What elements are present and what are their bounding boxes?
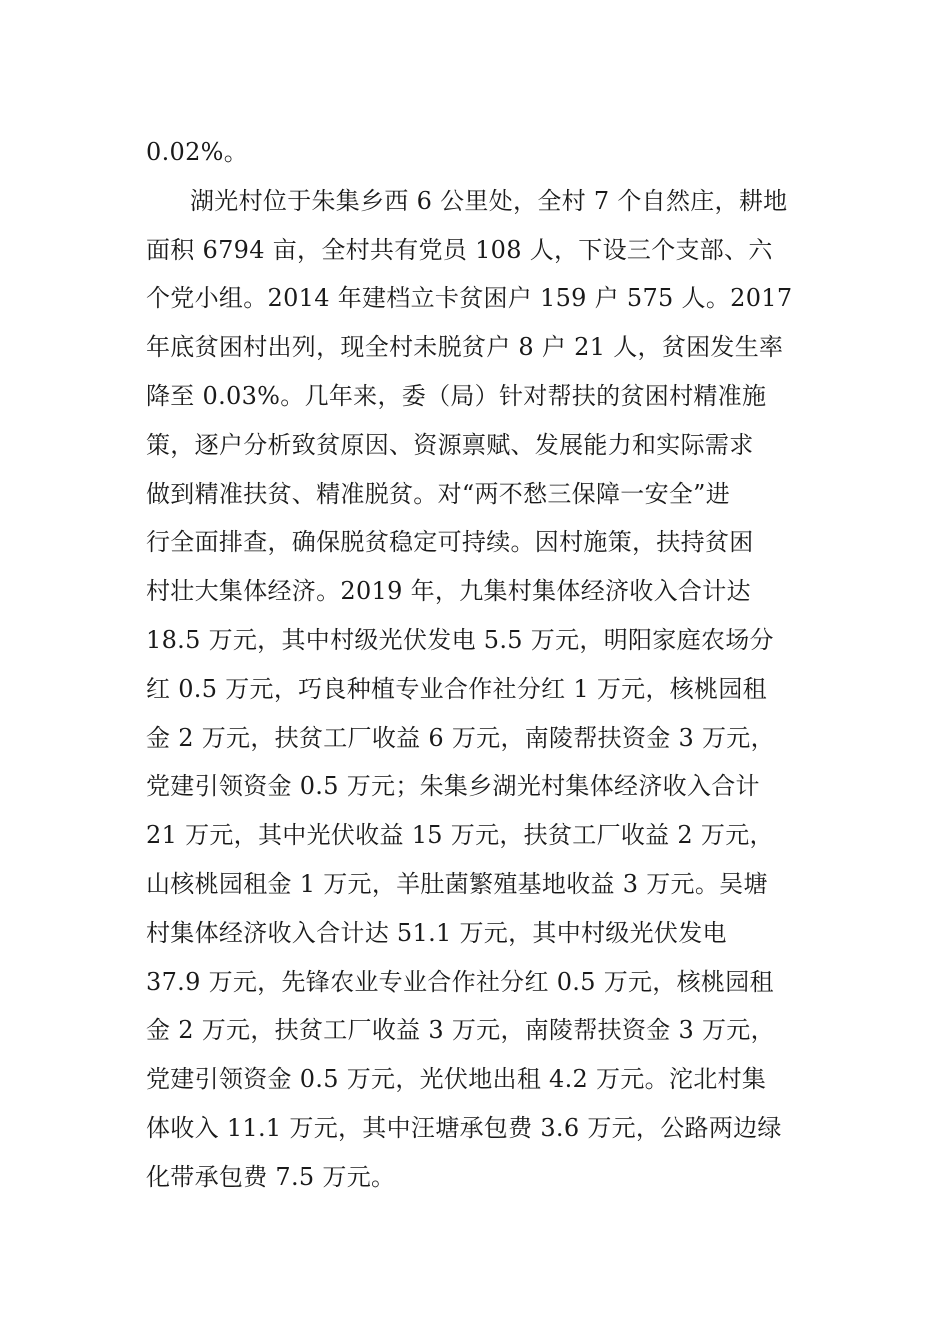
text-line: 行全面排查，确保脱贫稳定可持续。因村施策，扶持贫困: [146, 528, 754, 557]
text-line: 降至 0.03%。几年来，委（局）针对帮扶的贫困村精准施: [146, 381, 767, 410]
text-line: 党建引领资金 0.5 万元，光伏地出租 4.2 万元。沱北村集: [146, 1065, 767, 1094]
text-line: 37.9 万元，先锋农业专业合作社分红 0.5 万元，核桃园租: [146, 967, 774, 996]
text-line: 个党小组。2014 年建档立卡贫困户 159 户 575 人。2017: [146, 284, 793, 313]
text-line: 体收入 11.1 万元，其中汪塘承包费 3.6 万元，公路两边绿: [146, 1113, 782, 1142]
text-line: 21 万元，其中光伏收益 15 万元，扶贫工厂收益 2 万元，: [146, 821, 774, 850]
text-line: 0.02%。: [146, 138, 249, 166]
text-line: 金 2 万元，扶贫工厂收益 3 万元，南陵帮扶资金 3 万元，: [146, 1016, 775, 1045]
text-line: 山核桃园租金 1 万元，羊肚菌繁殖基地收益 3 万元。吴塘: [146, 869, 768, 898]
text-line: 党建引领资金 0.5 万元；朱集乡湖光村集体经济收入合计: [146, 772, 760, 801]
text-line: 做到精准扶贫、精准脱贫。对“两不愁三保障一安全”进: [146, 479, 731, 508]
text-line: 化带承包费 7.5 万元。: [146, 1162, 396, 1191]
text-line: 村壮大集体经济。2019 年，九集村集体经济收入合计达: [146, 577, 751, 606]
text-line: 金 2 万元，扶贫工厂收益 6 万元，南陵帮扶资金 3 万元，: [146, 723, 775, 752]
text-line: 红 0.5 万元，巧良种植专业合作社分红 1 万元，核桃园租: [146, 674, 767, 703]
body-text: [146, 128, 810, 1202]
text-line: 面积 6794 亩，全村共有党员 108 人，下设三个支部、六: [146, 235, 773, 264]
text-line: 年底贫困村出列，现全村未脱贫户 8 户 21 人，贫困发生率: [146, 333, 784, 362]
text-line: 18.5 万元，其中村级光伏发电 5.5 万元，明阳家庭农场分: [146, 625, 774, 654]
text-line: 村集体经济收入合计达 51.1 万元，其中村级光伏发电: [146, 918, 727, 947]
paragraph-first-line: 湖光村位于朱集乡西 6 公里处，全村 7 个自然庄，耕地: [190, 186, 788, 215]
text-line: 策，逐户分析致贫原因、资源禀赋、发展能力和实际需求: [146, 430, 754, 459]
